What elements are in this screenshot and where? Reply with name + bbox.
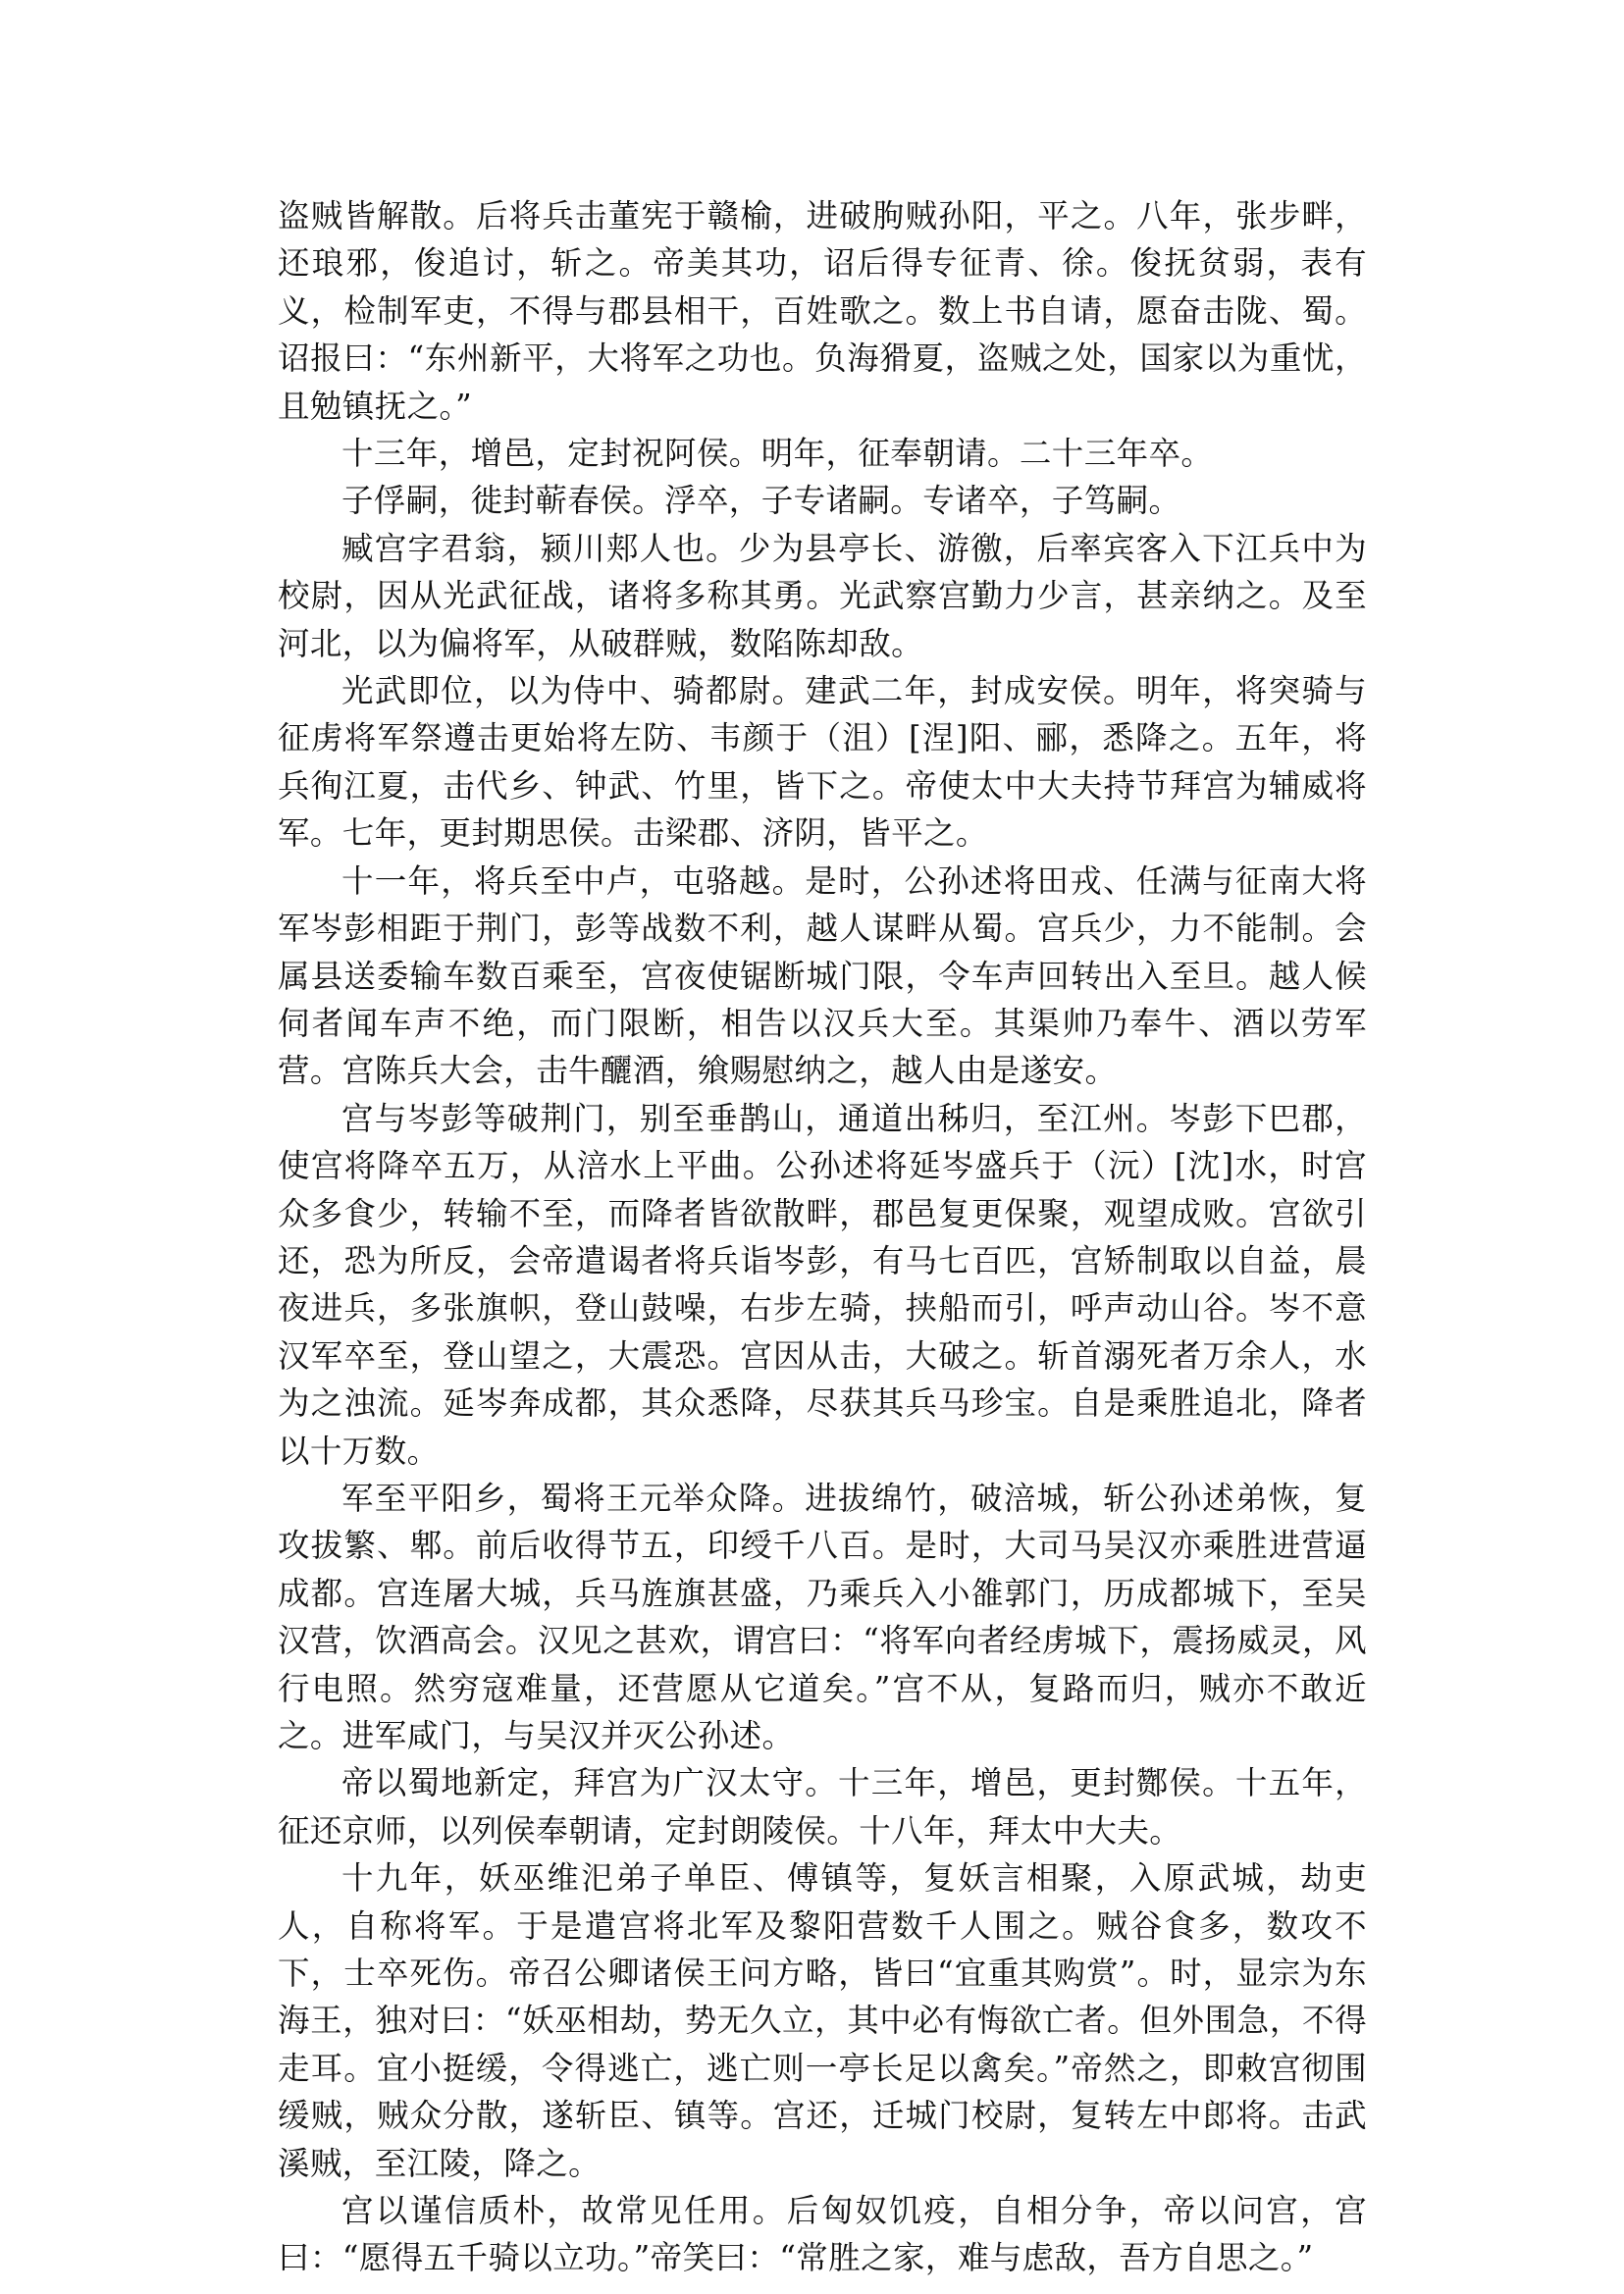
paragraph: 十三年，增邑，定封祝阿侯。明年，征奉朝请。二十三年卒。 xyxy=(341,435,1214,473)
paragraph: 宫与岑彭等破荆门，别至垂鹊山，通道出秭归，至江州。岑彭下巴郡，使宫将降卒五万，从涪水上平曲。公孙述将延岑盛兵于（沅）[沈]水，时宫众多食少，转输不至，而降者皆欲散畔，郡邑复更保聚，观望成败。宫欲引还，恐为所反，会帝遣谒者将兵诣岑彭，有马七百匹，宫矫制取以自益，晨夜进兵，多张旗帜，登山鼓噪，右步左骑，挟船而引，呼声动山谷。岑不意汉军卒至，登山望之，大震恐。宫因从击，大破之。斩首溺死者万余人，水为之浊流。延岑奔成都，其众悉降，尽获其兵马珍宝。自是乘胜追北，降者以十万数。 xyxy=(278,1099,1367,1470)
paragraph-continued: 盗贼皆解散。后将兵击董宪于赣榆，进破朐贼孙阳，平之。八年，张步畔，还琅邪，俊追讨，斩之。帝美其功，诏后得专征青、徐。俊抚贫弱，表有义，检制军吏，不得与郡县相干，百姓歌之。数上书自请，愿奋击陇、蜀。诏报曰：“东州新平，大将军之功也。负海猾夏，盗贼之处，国家以为重忧，且勉镇抚之。” xyxy=(278,197,1367,425)
paragraph: 子俘嗣，徙封蕲春侯。浮卒，子专诸嗣。专诸卒，子笃嗣。 xyxy=(341,482,1181,520)
paragraph: 臧宫字君翁，颍川郏人也。少为县亭长、游徼，后率宾客入下江兵中为校尉，因从光武征战，诸将多称其勇。光武察宫勤力少言，甚亲纳之。及至河北，以为偏将军，从破群贼，数陷陈却敌。 xyxy=(278,529,1367,662)
paragraph: 十一年，将兵至中卢，屯骆越。是时，公孙述将田戎、任满与征南大将军岑彭相距于荆门，彭等战数不利，越人谋畔从蜀。宫兵少，力不能制。会属县送委输车数百乘至，宫夜使锯断城门限，令车声回转出入至旦。越人候伺者闻车声不绝，而门限断，相告以汉兵大至。其渠帅乃奉牛、酒以劳军营。宫陈兵大会，击牛釃酒，飨赐慰纳之，越人由是遂安。 xyxy=(278,861,1367,1090)
paragraph: 十九年，妖巫维汜弟子单臣、傅镇等，复妖言相聚，入原武城，劫吏人，自称将军。于是遣宫将北军及黎阳营数千人围之。贼谷食多，数攻不下，士卒死伤。帝召公卿诸侯王问方略，皆曰“宜重其购赏”。时，显宗为东海王，独对曰：“妖巫相劫，势无久立，其中必有悔欲亡者。但外围急，不得走耳。宜小挺缓，令得逃亡，逃亡则一亭长足以禽矣。”帝然之，即敕宫彻围缓贼，贼众分散，遂斩臣、镇等。宫还，迁城门校尉，复转左中郎将。击武溪贼，至江陵，降之。 xyxy=(278,1859,1367,2182)
document-body xyxy=(278,192,1367,2282)
paragraph: 帝以蜀地新定，拜宫为广汉太守。十三年，增邑，更封酂侯。十五年，征还京师，以列侯奉朝请，定封朗陵侯。十八年，拜太中大夫。 xyxy=(278,1764,1367,1850)
paragraph: 宫以谨信质朴，故常见任用。后匈奴饥疫，自相分争，帝以问宫，宫曰：“愿得五千骑以立功。”帝笑曰：“常胜之家，难与虑敌，吾方自思之。” xyxy=(278,2192,1367,2277)
paragraph: 光武即位，以为侍中、骑都尉。建武二年，封成安侯。明年，将突骑与征虏将军祭遵击更始将左防、韦颜于（沮）[涅]阳、郦，悉降之。五年，将兵徇江夏，击代乡、钟武、竹里，皆下之。帝使太中大夫持节拜宫为辅威将军。七年，更封期思侯。击梁郡、济阴，皆平之。 xyxy=(278,672,1367,853)
paragraph: 军至平阳乡，蜀将王元举众降。进拔绵竹，破涪城，斩公孙述弟恢，复攻拔繁、郫。前后收得节五，印绶千八百。是时，大司马吴汉亦乘胜进营逼成都。宫连屠大城，兵马旌旗甚盛，乃乘兵入小雒郭门，历成都城下，至吴汉营，饮酒高会。汉见之甚欢，谓宫曰：“将军向者经虏城下，震扬威灵，风行电照。然穷寇难量，还营愿从它道矣。”宫不从，复路而归，贼亦不敢近之。进军咸门，与吴汉并灭公孙述。 xyxy=(278,1479,1367,1754)
